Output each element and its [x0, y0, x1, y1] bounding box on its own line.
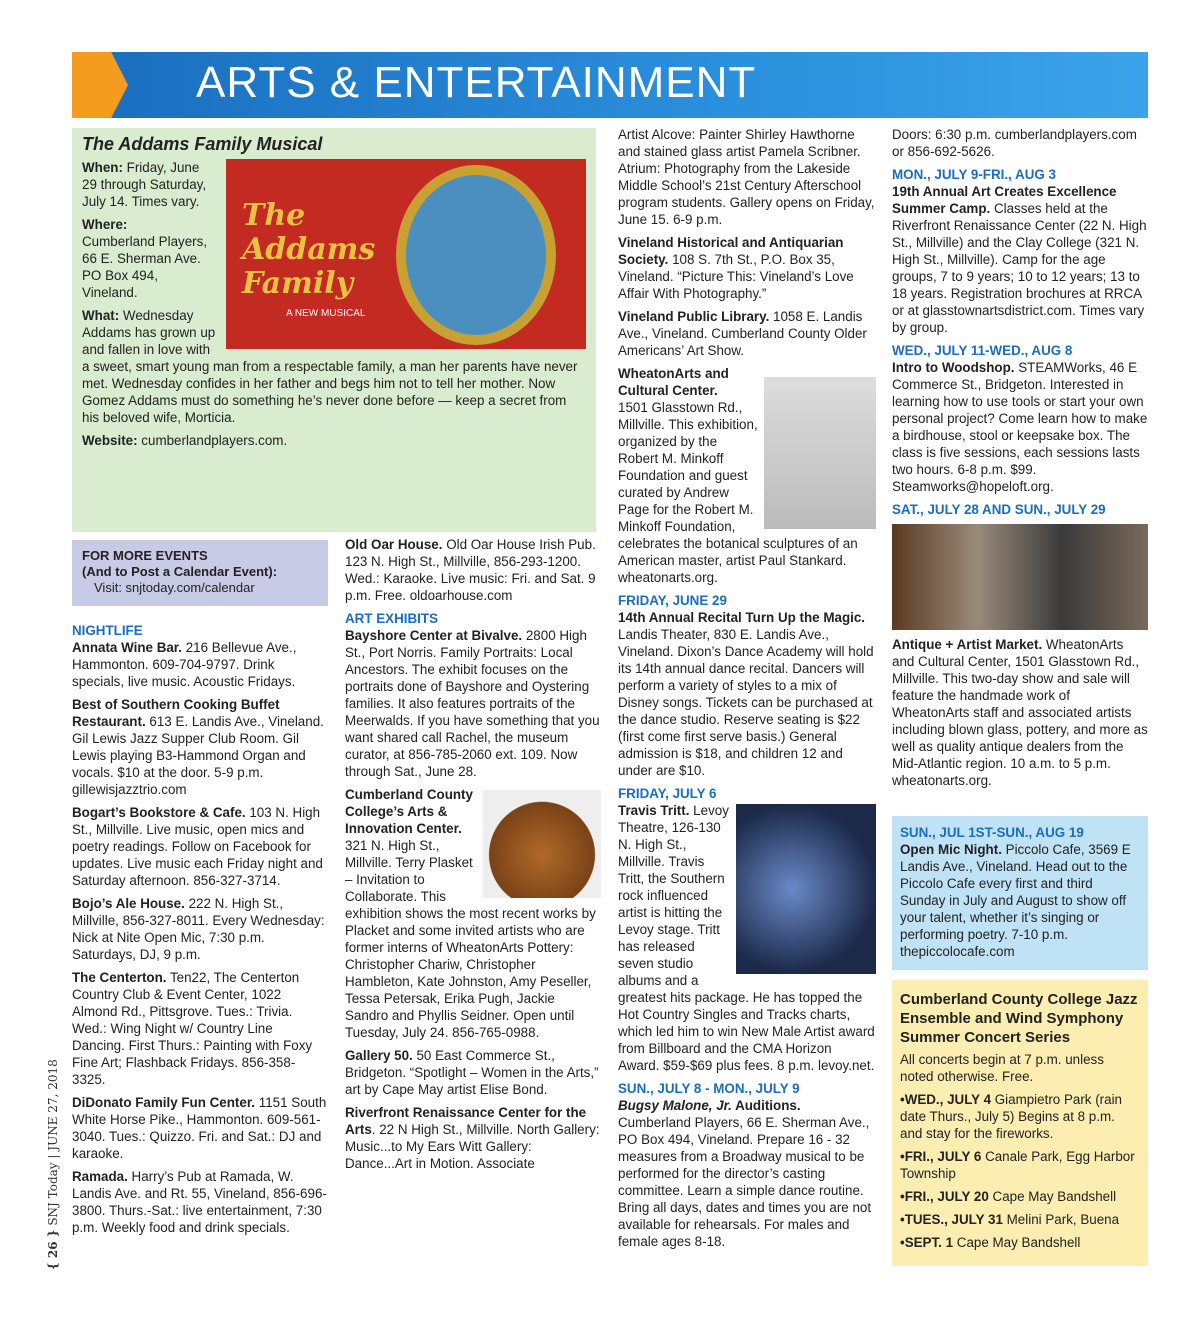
- listing-item: Travis Tritt. Levoy Theatre, 126-130 N. High St., Millville. Travis Tritt, the Southern rock influenced artist is hitting the Levoy stage. Tritt has released seven studio albums and a greatest hits package. He has topped the Hot Country Singles and Tracks charts, which led him to win New Male Artist award from Billboard and the CMA Horizon Award. $59-$69 plus fees. 8 p.m. levoy.net.: [618, 803, 875, 1073]
- listing-item: Antique + Artist Market. WheatonArts and Cultural Center, 1501 Glasstown Rd., Millville. This two-day show and sale will feature the handmade work of WheatonArts staff and associated artists including blown glass, pottery, and more as well as quality antique dealers from the Mid-Atlantic region. 10 a.m. to 5 p.m. wheatonarts.org.: [892, 637, 1148, 788]
- listing-item: WheatonArts and Cultural Center. 1501 Glasstown Rd., Millville. This exhibition, organized by the Robert M. Minkoff Foundation and guest curated by Andrew Page for the Robert M. Minkoff Foundation, celebrates the botanical sculptures of an American master, artist Paul Stankard. wheatonarts.org.: [618, 366, 858, 585]
- page-number: { 26 }: [46, 1229, 60, 1270]
- what-text: What: Wednesday Addams has grown up and fallen in love with a sweet, smart young man from a respectable family, a man her parents have never met. Wednesday confides in her father and begs him not to tell her mother. Now Gomez Addams must do something he’s never done before — keep a secret from his beloved wife, Morticia.: [82, 308, 578, 425]
- art-exhibits-column: [345, 536, 601, 1178]
- listing-item: Riverfront Renaissance Center for the Arts. 22 N High St., Millville. North Gallery: Music...to My Ears Witt Gallery: Dance...Art in Motion. Associate: [345, 1105, 600, 1171]
- more-events-heading: FOR MORE EVENTS: [82, 548, 208, 563]
- concert-item: •SEPT. 1 Cape May Bandshell: [900, 1235, 1081, 1250]
- listing-item: Best of Southern Cooking Buffet Restaurant. 613 E. Landis Ave., Vineland. Gil Lewis Jazz Supper Club Room. Gil Lewis playing B3-Hammond Organ and vocals. $10 at the door. 5-9 p.m. gillewisjazztrio.com: [72, 697, 324, 797]
- jazz-title: Cumberland County College Jazz Ensemble and Wind Symphony Summer Concert Series: [900, 991, 1138, 1046]
- concert-item: •FRI., JULY 6 Canale Park, Egg Harbor Township: [900, 1149, 1135, 1181]
- page-footer: [46, 1050, 66, 1270]
- listing-item: 19th Annual Art Creates Excellence Summer Camp. Classes held at the Riverfront Renaissance Center (22 N. High St., Millville) and the Clay College (321 N. High St., Millville). Camp for the age groups, 7 to 9 years; 10 to 12 years; 13 to 18 years. Registration brochures at RRCA or at glasstownartsdistrict.com. Times vary by group.: [892, 184, 1147, 335]
- listing-item: Vineland Historical and Antiquarian Society. 108 S. 7th St., P.O. Box 35, Vineland. “Picture This: Vineland’s Love Affair With Photography.”: [618, 235, 854, 301]
- addams-poster-image: [226, 159, 586, 349]
- antique-camera-photo: [892, 524, 1148, 630]
- more-events-link[interactable]: Visit: snjtoday.com/calendar: [94, 580, 255, 595]
- listing-item: Bogart’s Bookstore & Cafe. 103 N. High St., Millville. Live music, open mics and poetry readings. Follow on Facebook for updates. Live music each Friday night and Saturday afternoon. 856-327-3714.: [72, 805, 323, 888]
- glass-sculpture-photo: [764, 377, 876, 529]
- website-text: Website: cumberlandplayers.com.: [82, 433, 288, 448]
- listing-item: Cumberland County College’s Arts & Innovation Center. 321 N. High St., Millville. Terry Plasket – Invitation to Collaborate. This exhibition shows the most recent works by Placket and some invited artists who are former interns of WheatonArts Pottery: Christopher Chariw, Christopher Hambleton, Kate Johnston, Amy Peseller, Tessa Petersak, Erika Pugh, Jackie Sandro and Phyllis Seidner. Open until Tuesday, July 24. 856-765-0988.: [345, 787, 596, 1040]
- section-title: ARTS & ENTERTAINMENT: [196, 58, 757, 107]
- orange-tab-shape: [72, 52, 128, 118]
- listing-item: Bugsy Malone, Jr. Auditions. Cumberland Players, 66 E. Sherman Ave., PO Box 494, Vineland. Prepare 16 - 32 measures from a Broadway musical to be performed for the director’s casting committee. Learn a simple dance routine. Bring all days, dates and times you are not available for rehearsals. For males and female ages 8-18.: [618, 1098, 872, 1249]
- poster-title: The Addams Family: [242, 198, 376, 301]
- jazz-concert-box: [892, 980, 1148, 1266]
- concert-item: •WED., JULY 4 Giampietro Park (rain date Thurs., July 5) Begins at 8 p.m. and stay for the fireworks.: [900, 1092, 1122, 1141]
- poster-frame: [396, 165, 556, 345]
- listing-item: Open Mic Night. Piccolo Cafe, 3569 E Landis Ave., Vineland. Head out to the Piccolo Cafe every first and third Sunday in July and August to show off your talent, whether it’s singing or performing poetry. 7-10 p.m. thepiccolocafe.com: [900, 842, 1131, 959]
- listing-item: Old Oar House. Old Oar House Irish Pub. 123 N. High St., Millville, 856-293-1200. Wed.: Karaoke. Live music: Fri. and Sat. 9 p.m. Free. oldoarhouse.com: [345, 537, 596, 603]
- date-heading: SUN., JULY 8 - MON., JULY 9: [618, 1081, 800, 1096]
- listing-item: Ramada. Harry’s Pub at Ramada, W. Landis Ave. and Rt. 55, Vineland, 856-696-3800. Thurs.-Sat.: live entertainment, 7:30 p.m. Weekly food and drink specials.: [72, 1169, 327, 1235]
- nightlife-column: [72, 618, 328, 1242]
- right-column: [892, 126, 1148, 795]
- date-heading: FRIDAY, JULY 6: [618, 786, 717, 801]
- listing-item: Bayshore Center at Bivalve. 2800 High St., Port Norris. Family Portraits: Local Ancestors. The exhibit focuses on the portraits done of Bayshore and Oystering families. It also features portraits of the Meerwalds. If you have something that you want shared call Rachel, the museum curator, at 856-785-2060 ext. 109. Now through Sat., June 28.: [345, 628, 600, 779]
- more-events-box: [72, 540, 328, 606]
- listing-item: Gallery 50. 50 East Commerce St., Bridgeton. “Spotlight – Women in the Arts,” art by Cape May artist Elise Bond.: [345, 1048, 599, 1097]
- where-text: Where: Cumberland Players, 66 E. Sherman Ave. PO Box 494, Vineland.: [82, 217, 208, 300]
- concert-item: •TUES., JULY 31 Melini Park, Buena: [900, 1212, 1120, 1227]
- travis-tritt-photo: [736, 804, 876, 974]
- poster-subtitle: A NEW MUSICAL: [286, 308, 366, 319]
- listing-item: 14th Annual Recital Turn Up the Magic. Landis Theater, 830 E. Landis Ave., Vineland. Dixon’s Dance Academy will hold its 14th annual dance recital. Dancers will perform a variety of styles to a mix of Disney songs. Tickets can be purchased at the dance studio. Reserve seating is $22 (first come first serve basis.) General admission is $18, and children 12 and under are $10.: [618, 610, 874, 778]
- feature-title: The Addams Family Musical: [82, 134, 323, 154]
- more-events-sub: (And to Post a Calendar Event):: [82, 564, 278, 579]
- teapot-photo: [483, 790, 601, 898]
- issue-date: JUNE 27, 2018: [46, 1059, 60, 1151]
- listing-item: The Centerton. Ten22, The Centerton Country Club & Event Center, 1022 Almond Rd., Pittsgrove. Tues.: Trivia. Wed.: Wing Night w/ Country Line Dancing. First Thurs.: Painting with Foxy Fine Art; Flashback Fridays. 856-358-3325.: [72, 970, 313, 1087]
- date-heading: WED., JULY 11-WED., AUG 8: [892, 343, 1073, 358]
- events-column: [618, 126, 876, 1256]
- listing-item: Vineland Public Library. 1058 E. Landis Ave., Vineland. Cumberland County Older Americans’ Art Show.: [618, 309, 867, 358]
- addams-feature-box: [72, 128, 596, 532]
- listing-item: Annata Wine Bar. 216 Bellevue Ave., Hammonton. 609-704-9797. Drink specials, live music. Acoustic Fridays.: [72, 640, 297, 689]
- listing-item: DiDonato Family Fun Center. 1151 South White Horse Pike., Hammonton. 609-561-3040. Tues.: Quizzo. Fri. and Sat.: DJ and karaoke.: [72, 1095, 327, 1161]
- date-heading: FRIDAY, JUNE 29: [618, 593, 727, 608]
- when-text: When: Friday, June 29 through Saturday, July 14. Times vary.: [82, 160, 207, 209]
- date-heading: SAT., JULY 28 AND SUN., JULY 29: [892, 502, 1106, 517]
- footer-separator: |: [46, 1154, 60, 1159]
- date-heading: SUN., JUL 1ST-SUN., AUG 19: [900, 825, 1084, 840]
- listing-item: Bojo’s Ale House. 222 N. High St., Millville, 856-327-8011. Every Wednesday: Nick at Nite Open Mic, 7:30 p.m. Saturdays, DJ, 9 p.m.: [72, 896, 325, 962]
- section-banner: [72, 52, 1148, 118]
- open-mic-box: [892, 816, 1148, 970]
- date-heading: MON., JULY 9-FRI., AUG 3: [892, 167, 1056, 182]
- listing-text: Doors: 6:30 p.m. cumberlandplayers.com or 856-692-5626.: [892, 127, 1137, 159]
- listing-item: Intro to Woodshop. STEAMWorks, 46 E Commerce St., Bridgeton. Interested in learning how to use tools or start your own personal project? Come learn how to make a birdhouse, stool or keepsake box. The class is five sessions, each sessions lasts two hours. 6-8 p.m. $99. Steamworks@hopeloft.org.: [892, 360, 1148, 494]
- concert-item: •FRI., JULY 20 Cape May Bandshell: [900, 1189, 1117, 1204]
- art-exhibits-heading: ART EXHIBITS: [345, 611, 438, 626]
- listing-text: Artist Alcove: Painter Shirley Hawthorne and stained glass artist Pamela Scribner. Atrium: Photography from the Lakeside Middle School’s 21st Century Afterschool program students. Gallery opens on Friday, June 15. 6-9 p.m.: [618, 127, 875, 227]
- publication-name: SNJ Today: [46, 1162, 60, 1226]
- jazz-intro: All concerts begin at 7 p.m. unless noted otherwise. Free.: [900, 1052, 1104, 1084]
- nightlife-heading: NIGHTLIFE: [72, 623, 143, 638]
